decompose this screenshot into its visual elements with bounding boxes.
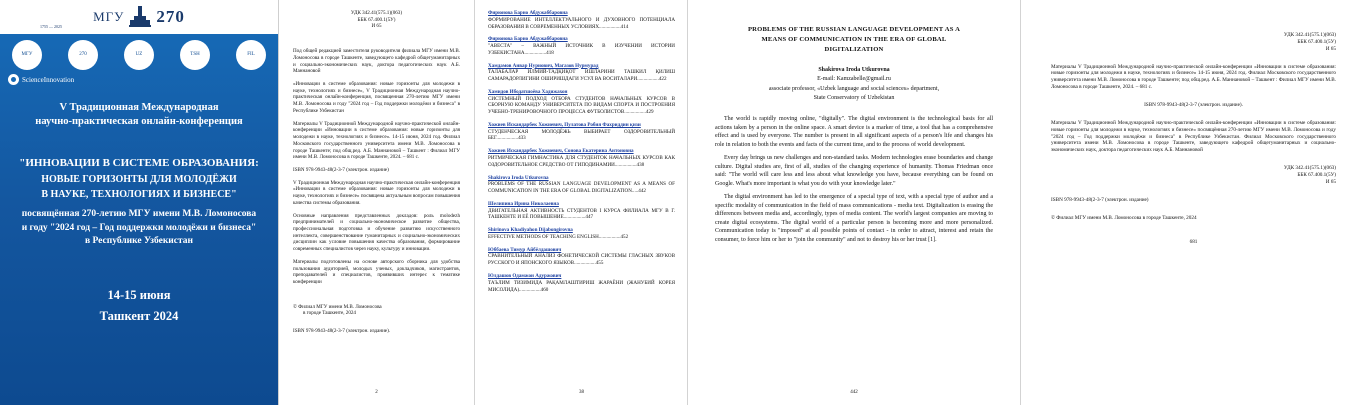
anniversary-number: 270 — [156, 7, 185, 26]
toc-page: 422 — [658, 76, 667, 83]
toc-title: EFFECTIVE METHODS OF TEACHING ENGLISH — [488, 233, 599, 240]
isbn-2: ISBN 978-9943-48(2-3-7 (электрон. издание) — [1051, 196, 1149, 203]
poster-date: 14-15 июня — [107, 288, 171, 303]
poster-dedication-line2: и году "2024 год – Год поддержки молодёжи и бизнеса" — [21, 222, 257, 233]
toc-title: "АВЕСТА" – ВАЖНЫЙ ИСТОЧНИК В ИЗУЧЕНИИ ИСТОРИИ УЗБЕКИСТАНА — [488, 43, 675, 56]
publisher-line: © Филиал МГУ имени М.В. Ломоносова — [293, 303, 382, 310]
toc-page: 455 — [595, 260, 604, 267]
toc-page: 438 — [636, 161, 645, 168]
poster-dedication — [8, 208, 270, 249]
article-title — [715, 25, 993, 55]
poster-title-line1: V Традиционная Международная — [59, 102, 219, 113]
partner-logos — [8, 34, 270, 74]
emblem-icon-3: UZ — [124, 40, 154, 70]
paragraph-2: Основные направления представленных докладов: роль molodezh предпринимателей и социально-экономическое развитие общества, профессиональная подготовка и обучение развитию искусственного интеллекта, совершенствование гуманитарных и социально-экономических дисциплин как условие повышения качества образования, формирование современных специалистов через науку, культуру и инновации. — [293, 212, 460, 253]
list-item: Хожиев Искандарбек Хожиевич, Сонова Екатерина Антоновна РИТМИЧЕСКАЯ ГИМНАСТИКА ДЛЯ СТУДЕНТОК НАЧАЛЬНЫХ КУРСОВ КАК ОЗДОРОВИТЕЛЬНОЕ СРЕДСТВО ОТ ГИПОДИНАМИИ.................438 — [488, 148, 675, 168]
imprint-block-1: Материалы V Традиционной Международной научно-практической онлайн-конференции «Инновации в системе образования: новые горизонты для молодежи в науке, технологиях и бизнесе» 14-15 июня, 2024 год. Филиал Московского государственного университета имени М.В. Ломоносова в городе Ташкенте; под общ.ред. А.Б. Маннановой – Ташкент : Филиал МГУ имени М.В. Ломоносова в городе Ташкенте, 2024. – 681 с. — [1051, 63, 1336, 91]
list-item: Шелипина Ирина Николаевна ДВИГАТЕЛЬНАЯ АКТИВНОСТЬ СТУДЕНТОВ I КУРСА ФИЛИАЛА МГУ В Г. ТАШКЕНТЕ И ЕЁ ПОВЫШЕНИЕ.................447 — [488, 200, 675, 221]
science-innovation-logo — [8, 74, 270, 85]
bbk-code: ББК 67.400.1(5У) — [357, 16, 396, 23]
emblem-icon-4: TSH — [180, 40, 210, 70]
table-of-contents-page — [476, 0, 688, 405]
page-number: 442 — [850, 390, 858, 395]
science-innovation-icon — [8, 74, 19, 85]
front-imprint-page — [279, 0, 475, 405]
toc-title: ДВИГАТЕЛЬНАЯ АКТИВНОСТЬ СТУДЕНТОВ I КУРСА ФИЛИАЛА МГУ В Г. ТАШКЕНТЕ И ЕЁ ПОВЫШЕНИЕ — [488, 207, 675, 221]
msu-abbr-label: МГУ — [93, 9, 125, 24]
list-item: Юлдашов Одамжон Адуржович ТАЪЛИМ ТИЗИМИДА РАҚАМЛАШТИРИШ ЖАРАЁНИ (ЖАНУБИЙ КОРЕЯ МИСОЛИДА).................460 — [488, 272, 675, 293]
annotation-block: «Инновации в системе образования: новые горизонты для молодежи в науке, технологиях и бизнесе», V Традиционная Международная научно-практическая онлайн-конференция, посвященная 270-летию МГУ имени М.В. Ломоносова и году "2024 год – Год поддержки молодёжи и бизнеса" в Республике Узбекистан — [293, 81, 460, 114]
back-imprint-page — [1020, 0, 1366, 405]
toc-title: ФОРМИРОВАНИЕ ИНТЕЛЛЕКТУАЛЬНОГО И ДУХОВНОГО ПОТЕНЦИАЛА ОБРАЗОВАНИЯ В СОВРЕМЕННЫХ УСЛОВИЯХ — [488, 16, 675, 30]
paragraph-3: Материалы подготовлены на основе авторского сборника для удобства пользования аудиторией, молодых ученых, докладчиков, магистрантов, преподавателей и специалистов, проявивших интерес к тематике конференции — [293, 258, 460, 285]
article-page — [689, 0, 1019, 405]
toc-page: 429 — [645, 109, 654, 116]
toc-page: 433 — [518, 135, 526, 142]
poster-theme-line1: "ИННОВАЦИИ В СИСТЕМЕ ОБРАЗОВАНИЯ: — [19, 157, 259, 170]
poster-title — [8, 101, 270, 129]
emblem-icon-1: МГУ — [12, 40, 42, 70]
list-item: Юббаева Тимур Айбёлдашович СРАВНИТЕЛЬНЫЙ АНАЛИЗ ФОНЕТИЧЕСКОЙ СИСТЕМЫ ГЛАСНЫХ ЗВУКОВ РУССКОГО И ЯПОНСКОГО ЯЗЫКОВ.................455 — [488, 246, 675, 267]
poster-city: Ташкент 2024 — [99, 309, 179, 324]
toc-title: СИСТЕМНЫЙ ПОДХОД ОТБОРА СТУДЕНТОВ НАЧАЛЬНЫХ КУРСОВ В СБОРНУЮ КОМАНДУ УНИВЕРСИТЕТА ПО ВИДАМ СПОРТА И ПОСТРОЕНИЯ УЧЕБНО-ТРЕНИРОВОЧНОГО ПРОЦЕССА ФУТБОЛИСТОВ — [488, 95, 675, 116]
toc-title: ТАЪЛИМ ТИЗИМИДА РАҚАМЛАШТИРИШ ЖАРАЁНИ (ЖАНУБИЙ КОРЕЯ МИСОЛИДА) — [488, 279, 675, 293]
poster-title-line2: научно-практическая онлайн-конференция — [35, 116, 243, 128]
article-paragraph: Every day brings us new challenges and non-standard tasks. Modern technologies erase boundaries and change culture. Digital studies are, first of all, studies of the changing experience of humanity. Thomas Friedman once said: "The world will care less and less about what knowledge you have, because everything can be found on Google. What's more important is what you do with your knowledge later." — [715, 155, 993, 187]
poster-theme — [8, 155, 270, 202]
editor-block: Под общей редакцией заместителя руководителя филиала МГУ имени М.В. Ломоносова в городе Ташкенте, заведующего кафедрой общегуманитарных и социально-экономических наук, доктора педагогических наук А.Б. Маннановой — [293, 48, 460, 75]
list-item: Фирюнова Барно Абдужаббаровна ФОРМИРОВАНИЕ ИНТЕЛЛЕКТУАЛЬНОГО И ДУХОВНОГО ПОТЕНЦИАЛА ОБРАЗОВАНИЯ В СОВРЕМЕННЫХ УСЛОВИЯХ.................414 — [488, 10, 675, 30]
toc-title: PROBLEMS OF THE RUSSIAN LANGUAGE DEVELOPMENT AS A MEANS OF COMMUNICATION IN THE ERA OF GLOBAL DIGITALIZATION — [488, 181, 675, 195]
list-item: Хамидов Ибодатшоёва Хадижахон СИСТЕМНЫЙ ПОДХОД ОТБОРА СТУДЕНТОВ НАЧАЛЬНЫХ КУРСОВ В СБОРНУЮ КОМАНДУ УНИВЕРСИТЕТА ПО ВИДАМ СПОРТА И ПОСТРОЕНИЯ УЧЕБНО-ТРЕНИРОВОЧНОГО ПРОЦЕССА ФУТБОЛИСТОВ.................429 — [488, 88, 675, 116]
article-title-line2: MEANS OF COMMUNICATION IN THE ERA OF GLOBAL — [761, 35, 947, 43]
list-item: Shirinova Khadiyahon Dijabongirovna EFFECTIVE METHODS OF TEACHING ENGLISH.................452 — [488, 227, 629, 240]
index-code: И 65 — [371, 23, 382, 30]
poster-body — [0, 34, 278, 405]
index-code-2: И 65 — [1325, 178, 1336, 185]
article-title-line1: PROBLEMS OF THE RUSSIAN LANGUAGE DEVELOPMENT AS A — [747, 26, 961, 33]
toc-page: 414 — [620, 23, 629, 30]
anniversary-years: 1755 — 2025 — [40, 24, 62, 29]
imprint-description: Материалы V Традиционной Международной научно-практической онлайн-конференции «Инновации в системе образования: новые горизонты для молодежи в науке, технологиях и бизнесе». 14-15 июня, 2024 год. Филиал Московского государственного университета имени М.В. Ломоносова в городе Ташкенте; под общ.ред. А.Б. Маннановой – Ташкент : Филиал МГУ имени М.В. Ломоносова в городе Ташкенте, 2024. – 681 с. — [293, 120, 460, 161]
toc-title: СТУДЕНЧЕСКАЯ МОЛОДЁЖЬ ВЫБИРАЕТ ОЗДОРОВИТЕЛЬНЫЙ БЕГ — [488, 128, 675, 142]
page-number: 38 — [579, 390, 584, 395]
emblem-icon-5: FIL — [236, 40, 266, 70]
toc-title: РИТМИЧЕСКАЯ ГИМНАСТИКА ДЛЯ СТУДЕНТОК НАЧАЛЬНЫХ КУРСОВ КАК ОЗДОРОВИТЕЛЬНОЕ СРЕДСТВО ОТ ГИПОДИНАМИИ — [488, 155, 675, 168]
toc-page: 442 — [638, 188, 646, 195]
article-email: E-mail: Kamzabelle@gmail.ru — [817, 76, 891, 83]
toc-page: 452 — [620, 233, 629, 240]
isbn-1: ISBN 978-9943-48(2-3-7 (электрон. издание). — [1144, 102, 1243, 109]
toc-title: СРАВНИТЕЛЬНЫЙ АНАЛИЗ ФОНЕТИЧЕСКОЙ СИСТЕМЫ ГЛАСНЫХ ЗВУКОВ РУССКОГО И ЯПОНСКОГО ЯЗЫКОВ — [488, 253, 675, 267]
poster-theme-line2: НОВЫЕ ГОРИЗОНТЫ ДЛЯ МОЛОДЁЖИ — [41, 173, 237, 185]
list-item: Shakirova Iroda Utkurovna PROBLEMS OF THE RUSSIAN LANGUAGE DEVELOPMENT AS A MEANS OF COMMUNICATION IN THE ERA OF GLOBAL DIGITALIZATION.....442 — [488, 174, 675, 195]
imprint-block-2: Материалы V Традиционной Международной научно-практической онлайн-конференции «Инновации в системе образования: новые горизонты для молодежи в науке, технологиях и бизнесе» посвящённая 270-летию МГУ имени М.В. Ломоносова и году "2024 год – Год поддержки молодёжи и бизнеса" в Республике Узбекистан. Филиал Московского государственного университета имени М.В. Ломоносова в городе Ташкенте, заведующего кафедрой общегуманитарных и социально-экономических наук, доктора педагогических наук А.Б. Маннановой — [1051, 119, 1336, 154]
msu-building-icon — [129, 4, 151, 30]
bbk-code-2: ББК 67.400.1(5У) — [1297, 172, 1336, 179]
poster-dedication-line3: в Республике Узбекистан — [85, 236, 193, 247]
toc-page: 447 — [585, 214, 594, 221]
poster-dedication-line1: посвящённая 270-летию МГУ имени М.В. Ломоносова — [21, 208, 257, 219]
science-innovation-label: ScienceInnovation — [22, 75, 75, 84]
toc-page: 460 — [540, 286, 549, 293]
list-item: Хожиев Искандарбек Хожиевич, Пулатова Робия Фахриддин қизи СТУДЕНЧЕСКАЯ МОЛОДЁЖЬ ВЫБИРАЕТ ОЗДОРОВИТЕЛЬНЫЙ БЕГ.................433 — [488, 121, 675, 142]
msu-logo — [93, 4, 185, 30]
page-number: 2 — [375, 390, 378, 395]
article-body — [715, 115, 993, 244]
article-paragraph: The digital environment has led to the emergence of a special type of text, with a special type of author and a specific modality of communication in the field of mass communications - media text. Digitalization is erasing the differences between media and, accordingly, types of media content. The world's largest companies are moving to create digital ecosystems. The digital world of a particular person is becoming more and more personalized. Communication today is "imposed" at all possible points of contact - in order to attract, interest and retain the consumer, to force him or her to "join the community" and not to destroy his or her trust [1]. — [715, 194, 993, 243]
page-number: 681 — [1189, 239, 1198, 246]
toc-list — [488, 10, 675, 293]
poster-dates — [8, 285, 270, 328]
copyright-line: © Филиал МГУ имени М.В. Ломоносова в городе Ташкенте, 2024 — [1051, 214, 1197, 221]
toc-title: ТАЛАБАЛАР ИЛМИЙ-ТАДҚИҚОТ ИШЛАРИНИ ТАШКИЛ ҚИЛИШ САМАРАДОРЛИГИНИ ОШИРИШДАГИ УСУЛ ВА ВОСИТАЛАРИ — [488, 69, 675, 83]
isbn-line: ISBN 978-9943-48(2-3-7 (электрон. издание) — [293, 166, 389, 173]
article-title-line3: DIGITALIZATION — [824, 45, 884, 53]
article-author: Shakirova Iroda Utkurovna — [818, 66, 890, 73]
toc-page: 418 — [546, 49, 554, 56]
poster-theme-line3: В НАУКЕ, ТЕХНОЛОГИЯХ И БИЗНЕСЕ" — [41, 188, 237, 200]
article-affiliation-1: associate professor, «Uzbek language and social sciences» department, — [768, 85, 940, 92]
index-code: И 65 — [1325, 45, 1336, 52]
conference-poster-page — [0, 0, 279, 405]
article-affiliation-2: State Conservatory of Uzbekistan — [813, 95, 895, 102]
list-item: Хамдамов Анвар Нуриович, Магазов Нурмурад ТАЛАБАЛАР ИЛМИЙ-ТАДҚИҚОТ ИШЛАРИНИ ТАШКИЛ ҚИЛИШ САМАРАДОРЛИГИНИ ОШИРИШДАГИ УСУЛ ВА ВОСИТАЛАРИ.................422 — [488, 62, 675, 83]
udc-code: УДК 342.41(575.1)(063) — [350, 10, 403, 16]
list-item: Фирюнова Барно Абдужаббаровна "АВЕСТА" – ВАЖНЫЙ ИСТОЧНИК В ИЗУЧЕНИИ ИСТОРИИ УЗБЕКИСТАНА.................418 — [488, 36, 675, 56]
bbk-code: ББК 67.400.1(5У) — [1297, 38, 1336, 45]
article-paragraph: The world is rapidly moving online, "digitally". The digital environment is the technological basis for all actions taken by a person in the online space. A smart device is a marker of time, a tool that has a comprehensive effect and is used by everyone. The number is present in all significant aspects of a person's life and changes his role in relation to both the events and facts of the current time, and to the process of world development. — [715, 116, 993, 148]
udc-code-2: УДК 342.41(575.1)(063) — [1283, 165, 1336, 172]
publisher-city-line: в городе Ташкенте, 2024 — [303, 310, 356, 317]
footer-isbn: ISBN 978-9943-48(2-3-7 (электрон. издание). — [293, 328, 391, 335]
paragraph-1: V Традиционная Международная научно-практическая онлайн-конференция «Инновации в системе образования: новые горизонты для молодежи в науке, технологиях и бизнесе» посвящена актуальным вопросам повышения качества системы образования. — [293, 179, 460, 206]
udc-code: УДК 342.41(575.1)(063) — [1283, 32, 1336, 38]
emblem-icon-2: 270 — [68, 40, 98, 70]
